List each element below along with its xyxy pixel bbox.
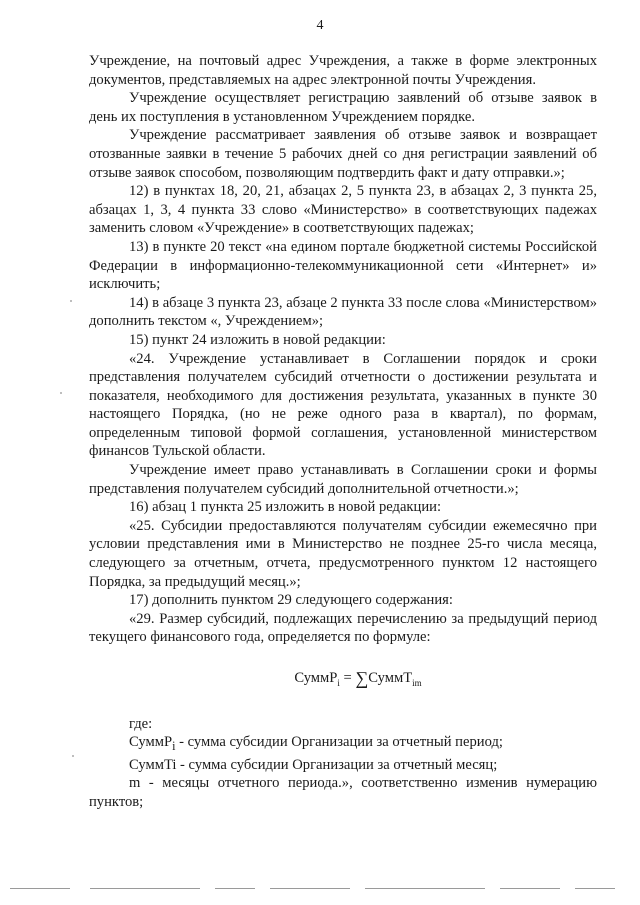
scan-speck <box>60 392 62 394</box>
formula-lhs-sub: i <box>337 677 340 688</box>
paragraph: СуммTi - сумма субсидии Организации за отчетный месяц; <box>129 756 498 773</box>
page-number: 4 <box>316 18 324 33</box>
document-body <box>89 52 597 811</box>
paragraph: 16) абзац 1 пункта 25 изложить в новой редакции: <box>129 499 442 516</box>
paragraph: СуммР$_i$ - сумма субсидии Организации за отчетный период; <box>129 734 503 753</box>
formula-equals: = <box>339 670 356 686</box>
paragraph: 14) в абзаце 3 пункта 23, абзаце 2 пункта 33 после слова «Министерством» дополнить текстом «, Учреждением»; <box>89 294 597 330</box>
formula <box>89 667 597 693</box>
paragraph: «24. Учреждение устанавливает в Соглашении порядок и сроки представления получателем субсидий отчетности о достижении результата и показателя, необходимого для достижения результата, указанных в пункте 30 настоящего Порядка, (но не реже одного раза в квартал), по формам, определенным типовой формой соглашения, установленной министерством финансов Тульской области. <box>89 350 597 460</box>
paragraph: 13) в пункте 20 текст «на едином портале бюджетной системы Российской Федерации в информационно-телекоммуникационной сети «Интернет» и» исключить; <box>89 238 597 293</box>
paragraph: где: <box>129 715 153 732</box>
paragraph: m - месяцы отчетного периода.», соответственно изменив нумерацию пунктов; <box>89 775 597 810</box>
scan-speck <box>70 300 72 302</box>
paragraph: Учреждение рассматривает заявления об отзыве заявок и возвращает отозванные заявки в течение 5 рабочих дней со дня регистрации заявлений об отзыве заявок способом, позволяющим подтвердить факт и дату отправки.»; <box>89 127 597 181</box>
paragraphs-after-formula <box>89 715 597 812</box>
paragraph: 12) в пунктах 18, 20, 21, абзацах 2, 5 пункта 23, в абзацах 2, 3 пункта 25, абзацах 1, 3, 4 пункта 33 слово «Министерство» в соответствующих падежах заменить словом «Учреждение» в соответствующих падежах; <box>89 183 597 237</box>
paragraphs-before-formula <box>89 52 597 647</box>
formula-rhs-sub: im <box>412 677 422 688</box>
paragraph: «29. Размер субсидий, подлежащих перечислению за предыдущий период текущего финансового года, определяется по формуле: <box>89 610 597 646</box>
paragraph: 15) пункт 24 изложить в новой редакции: <box>129 331 386 348</box>
formula-rhs: СуммТ <box>368 670 413 686</box>
scan-edge-artifacts <box>0 884 640 894</box>
scan-speck <box>72 755 74 757</box>
formula-sum-symbol: ∑ <box>355 668 369 688</box>
paragraph: «25. Субсидии предоставляются получателям субсидии ежемесячно при условии представления ими в Министерство не позднее 25-го числа месяца, следующего за отчетным, отчета, предусмотренного пунктом 12 настоящего Порядка, за предыдущий месяц.»; <box>89 517 597 590</box>
paragraph: Учреждение имеет право устанавливать в Соглашении сроки и формы представления получателем субсидий дополнительной отчетности.»; <box>89 462 597 497</box>
paragraph: 17) дополнить пунктом 29 следующего содержания: <box>129 592 453 609</box>
paragraph: Учреждение осуществляет регистрацию заявлений об отзыве заявок в день их поступления в установленном Учреждением порядке. <box>89 90 597 125</box>
paragraph: Учреждение, на почтовый адрес Учреждения, а также в форме электронных документов, представляемых на адрес электронной почты Учреждения. <box>89 53 597 88</box>
formula-lhs: СуммР <box>294 670 338 686</box>
